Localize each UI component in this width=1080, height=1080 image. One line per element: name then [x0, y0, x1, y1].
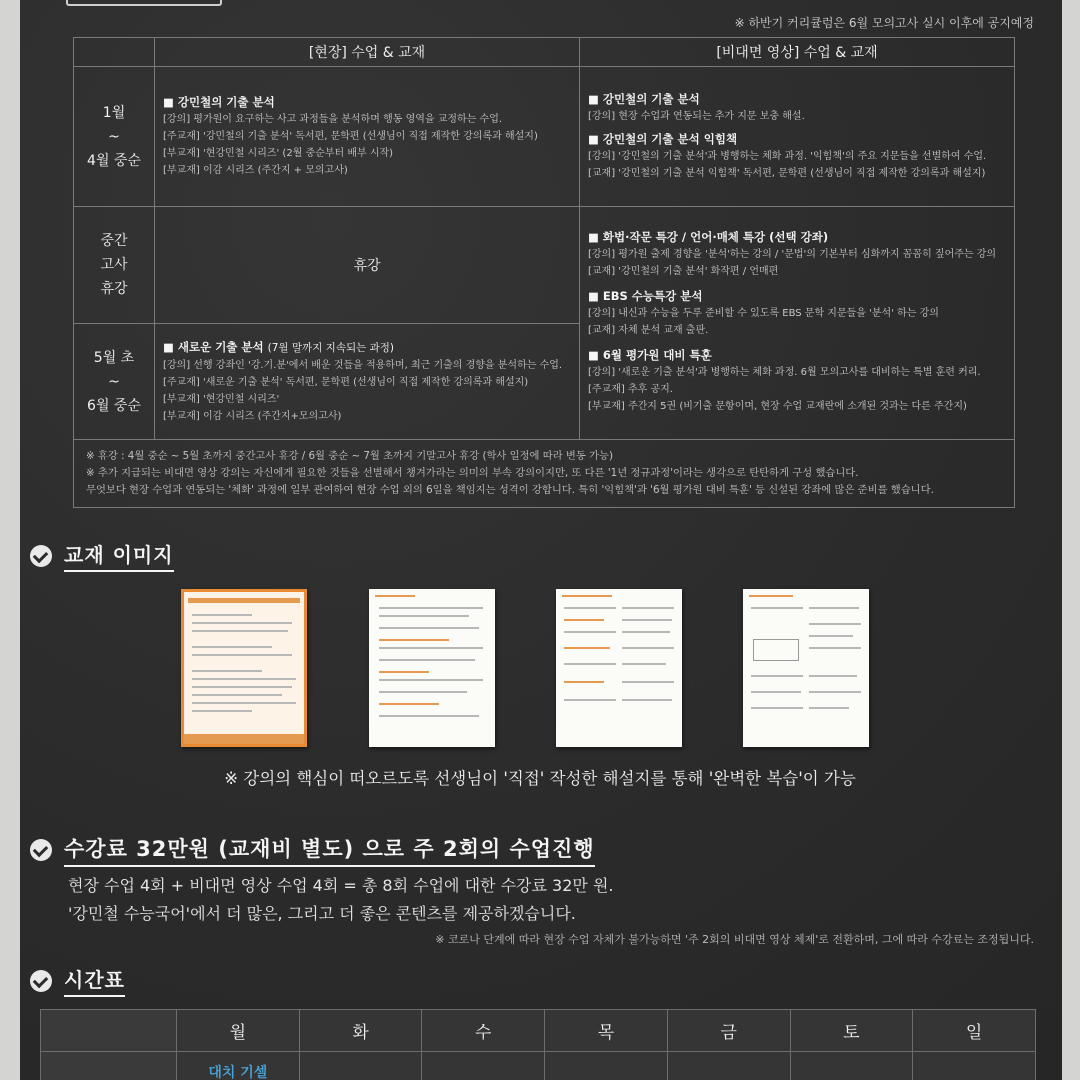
curriculum-header-row: [74, 38, 1015, 67]
timetable-cell: [422, 1052, 545, 1080]
fee-description: '강민철 수능국어'에서 더 많은, 그리고 더 좋은 콘텐츠를 제공하겠습니다.: [68, 904, 576, 923]
course-title: ■ 6월 평가원 대비 특훈: [588, 348, 712, 362]
material-image: [369, 589, 495, 747]
timetable-cell: [913, 1052, 1036, 1080]
day-header: 수: [422, 1010, 545, 1052]
period-line: 5월 초: [93, 349, 135, 366]
timetable-table: [40, 1009, 1036, 1080]
day-header: 목: [545, 1010, 668, 1052]
timetable-cell: [667, 1052, 790, 1080]
course-line: [주교재] '새로운 기출 분석' 독서편, 문학편 (선생님이 직접 제작한 강의록과 해설지): [163, 376, 529, 388]
day-header: 화: [299, 1010, 422, 1052]
col-online-header: [비대면 영상] 수업 & 교재: [580, 38, 1015, 67]
curriculum-row-2: [74, 207, 1015, 324]
course-line: [주교재] '강민철의 기출 분석' 독서편, 문학편 (선생님이 직접 제작한 강의록과 해설지): [163, 131, 538, 142]
course-line: [부교재] 이감 시리즈 (주간지+모의고사): [163, 410, 342, 422]
offline-cell: [155, 324, 580, 440]
period-cell: [74, 324, 155, 440]
timetable-row-label: [41, 1052, 177, 1080]
timetable-cell: [299, 1052, 422, 1080]
day-header: 일: [913, 1010, 1036, 1052]
check-circle-icon: [30, 839, 52, 861]
course-line: [강의] 현장 수업과 연동되는 추가 지문 보충 해설.: [588, 111, 805, 122]
materials-heading-text: 교재 이미지: [64, 539, 174, 572]
timetable-header-row: [41, 1010, 1036, 1052]
course-line: [주교재] 추후 공지.: [588, 384, 673, 395]
course-line: [부교재] '현강민철 시리즈': [163, 393, 280, 405]
course-title: ■ 강민철의 기출 분석: [163, 95, 275, 109]
offline-rest-cell: 휴강: [155, 207, 580, 324]
period-line: 휴강: [100, 281, 128, 297]
timetable-heading-text: 시간표: [64, 964, 125, 997]
period-cell: [74, 207, 155, 324]
course-line: [부교재] 이감 시리즈 (주간지 + 모의고사): [163, 165, 348, 176]
period-line: 4월 중순: [87, 152, 141, 169]
day-header: 월: [177, 1010, 300, 1052]
course-title: ■ 화법·작문 특강 / 언어·매체 특강 (선택 강좌): [588, 230, 829, 244]
course-title-note: (7월 말까지 지속되는 과정): [267, 341, 394, 354]
fee-description: 현장 수업 4회 + 비대면 영상 수업 4회 = 총 8회 수업에 대한 수강료 32만 원.: [68, 876, 614, 895]
timetable-cell: [545, 1052, 668, 1080]
period-line: ~: [108, 373, 120, 390]
previous-section-tab: [66, 0, 222, 6]
curriculum-table: [73, 37, 1015, 508]
period-line: 1월: [102, 104, 126, 121]
materials-heading: [30, 539, 174, 572]
online-cell: [580, 67, 1015, 207]
check-circle-icon: [30, 545, 52, 567]
period-cell: [74, 67, 155, 207]
course-line: [강의] '새로운 기출 분석'과 병행하는 체화 과정. 6월 모의고사를 대비하는 특별 훈련 커리.: [588, 367, 981, 378]
fee-note: ※ 코로나 단계에 따라 현장 수업 자체가 불가능하면 '주 2회의 비대면 영상 체제'로 전환하며, 그에 따라 수강료는 조정됩니다.: [435, 933, 1034, 946]
timetable-row: [41, 1052, 1036, 1080]
course-line: [강의] 선행 강좌인 '강.기.분'에서 배운 것들을 적용하며, 최근 기출의 경향을 분석하는 수업.: [163, 359, 563, 371]
curriculum-footnote-row: [74, 440, 1015, 508]
col-offline-header: [현장] 수업 & 교재: [155, 38, 580, 67]
material-thumbnails: [0, 589, 1080, 749]
timetable-cell: [790, 1052, 913, 1080]
material-image: [556, 589, 682, 747]
course-line: [부교재] '현강민철 시리즈' (2월 중순부터 배부 시작): [163, 148, 394, 159]
online-cell: [580, 207, 1015, 440]
offline-cell: [155, 67, 580, 207]
timetable-corner: [41, 1010, 177, 1052]
curriculum-row-1: [74, 67, 1015, 207]
corner-cell: [74, 38, 155, 67]
fee-heading: [30, 833, 595, 867]
period-line: 고사: [100, 257, 128, 273]
footnote-line: 무엇보다 현장 수업과 연동되는 '체화' 과정에 일부 관여하여 현장 수업 외의 6일을 책임지는 성격이 강합니다. 특히 '익힘책'과 '6월 평가원 대비 특훈' 등 신설된 강좌에 많은 준비를 했습니다.: [86, 484, 934, 496]
course-line: [교재] '강민철의 기출 분석 익힘책' 독서편, 문학편 (선생님이 직접 제작한 강의록과 해설지): [588, 168, 986, 179]
material-image: [743, 589, 869, 747]
top-notice: ※ 하반기 커리큘럼은 6월 모의고사 실시 이후에 공지예정: [734, 16, 1034, 30]
course-title-text: ■ 새로운 기출 분석: [163, 339, 264, 354]
footnote-cell: [74, 440, 1015, 508]
course-title: ■ 강민철의 기출 분석 익힘책: [588, 132, 738, 146]
course-line: [교재] 자체 분석 교재 출판.: [588, 325, 709, 336]
course-line: [부교재] 주간지 5권 (비기출 문항이며, 현장 수업 교재란에 소개된 것과는 다른 주간지): [588, 401, 967, 412]
day-header: 토: [790, 1010, 913, 1052]
materials-caption: ※ 강의의 핵심이 떠오르도록 선생님이 '직접' 작성한 해설지를 통해 '완벽한 복습'이 가능: [224, 769, 856, 788]
course-line: [강의] 평가원이 요구하는 사고 과정들을 분석하며 행동 영역을 교정하는 수업.: [163, 114, 503, 125]
course-title: [163, 339, 571, 357]
timetable-heading: [30, 964, 125, 997]
footnote-line: ※ 추가 지급되는 비대면 영상 강의는 자신에게 필요한 것들을 선별해서 챙겨가라는 의미의 부속 강의이지만, 또 다른 '1년 정규과정'이라는 생각으로 탄탄하게 구성 했습니다.: [86, 467, 859, 479]
day-header: 금: [667, 1010, 790, 1052]
course-line: [강의] 평가원 출제 경향을 '분석'하는 강의 / '문법'의 기본부터 심화까지 꼼꼼히 짚어주는 강의: [588, 249, 997, 260]
period-line: 6월 중순: [87, 397, 141, 414]
check-circle-icon: [30, 970, 52, 992]
course-title: ■ 강민철의 기출 분석: [588, 92, 700, 106]
fee-heading-text: 수강료 32만원 (교재비 별도) 으로 주 2회의 수업진행: [64, 833, 595, 867]
period-line: 중간: [100, 233, 128, 249]
course-line: [강의] '강민철의 기출 분석'과 병행하는 체화 과정. '익힘책'의 주요 지문들을 선별하여 수업.: [588, 151, 987, 162]
course-line: [강의] 내신과 수능을 두루 준비할 수 있도록 EBS 문학 지문들을 '분석' 하는 강의: [588, 308, 939, 319]
course-title: ■ EBS 수능특강 분석: [588, 289, 703, 303]
timetable-cell: 대치 기셀: [177, 1052, 300, 1080]
course-line: [교재] '강민철의 기출 분석' 화작편 / 언매편: [588, 266, 779, 277]
period-line: ~: [108, 128, 120, 145]
footnote-line: ※ 휴강 : 4월 중순 ~ 5월 초까지 중간고사 휴강 / 6월 중순 ~ 7월 초까지 기말고사 휴강 (학사 일정에 따라 변동 가능): [86, 450, 613, 462]
material-image: [181, 589, 307, 747]
